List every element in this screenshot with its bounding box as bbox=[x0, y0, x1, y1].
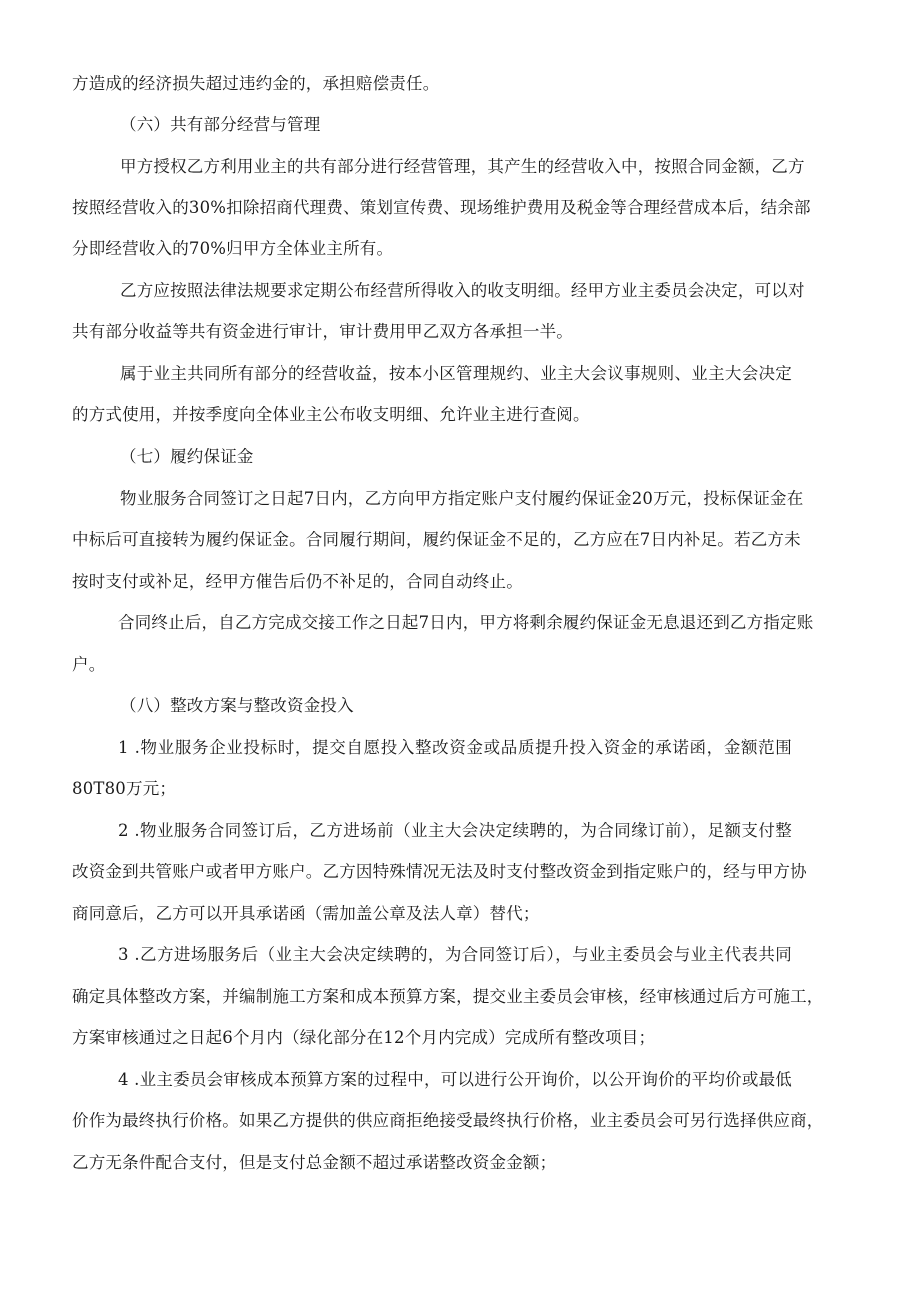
list-item-2-line-1: 2 .物业服务合同签订后，乙方进场前（业主大会决定续聘的，为合同缘订前），足额支付整 bbox=[118, 821, 792, 840]
text-line-5: 分即经营收入的70%归甲方全体业主所有。 bbox=[72, 239, 394, 258]
section-heading-8: （八）整改方案与整改资金投入 bbox=[120, 696, 354, 715]
text-line-11: 物业服务合同签订之日起7日内，乙方向甲方指定账户支付履约保证金20万元，投标保证金在 bbox=[120, 489, 804, 508]
list-item-3-line-3: 方案审核通过之日起6个月内（绿化部分在12个月内完成）完成所有整改项目； bbox=[72, 1028, 656, 1047]
list-item-1-line-2: 80T80万元； bbox=[72, 779, 177, 798]
section-heading-6: （六）共有部分经营与管理 bbox=[120, 115, 321, 134]
text-line-7: 共有部分收益等共有资金进行审计，审计费用甲乙双方各承担一半。 bbox=[72, 322, 573, 341]
list-item-4-line-3: 乙方无条件配合支付，但是支付总金额不超过承诺整改资金金额； bbox=[72, 1153, 557, 1172]
text-line-4: 按照经营收入的30%扣除招商代理费、策划宣传费、现场维护费用及税金等合理经营成本后，结余部 bbox=[72, 198, 811, 217]
list-item-3-line-1: 3 .乙方进场服务后（业主大会决定续聘的，为合同签订后），与业主委员会与业主代表共同 bbox=[118, 945, 792, 964]
list-item-4-line-2: 价作为最终执行价格。如果乙方提供的供应商拒绝接受最终执行价格，业主委员会可另行选择供应商， bbox=[72, 1111, 824, 1130]
text-line-13: 按时支付或补足，经甲方催告后仍不补足的，合同自动终止。 bbox=[72, 572, 523, 591]
text-line-15: 户。 bbox=[72, 655, 106, 674]
text-line-3: 甲方授权乙方利用业主的共有部分进行经营管理，其产生的经营收入中，按照合同金额，乙方 bbox=[120, 157, 805, 176]
list-item-2-line-3: 商同意后，乙方可以开具承诺函（需加盖公章及法人章）替代； bbox=[72, 904, 540, 923]
text-line-9: 的方式使用，并按季度向全体业主公布收支明细、允许业主进行查阅。 bbox=[72, 405, 590, 424]
text-line-12: 中标后可直接转为履约保证金。合同履行期间，履约保证金不足的，乙方应在7日内补足。若乙方未 bbox=[72, 530, 801, 549]
section-heading-7: （七）履约保证金 bbox=[120, 447, 254, 466]
text-line-14: 合同终止后，自乙方完成交接工作之日起7日内，甲方将剩余履约保证金无息退还到乙方指定账 bbox=[118, 613, 814, 632]
list-item-1-line-1: 1 .物业服务企业投标时，提交自愿投入整改资金或品质提升投入资金的承诺函，金额范围 bbox=[118, 738, 792, 757]
list-item-4-line-1: 4 .业主委员会审核成本预算方案的过程中，可以进行公开询价，以公开询价的平均价或最低 bbox=[118, 1070, 792, 1089]
text-line-1: 方造成的经济损失超过违约金的，承担赔偿责任。 bbox=[72, 74, 440, 93]
list-item-3-line-2: 确定具体整改方案，并编制施工方案和成本预算方案，提交业主委员会审核，经审核通过后方可施工， bbox=[72, 987, 824, 1006]
text-line-8: 属于业主共同所有部分的经营收益，按本小区管理规约、业主大会议事规则、业主大会决定 bbox=[120, 364, 792, 383]
list-item-2-line-2: 改资金到共管账户或者甲方账户。乙方因特殊情况无法及时支付整改资金到指定账户的，经与甲方协 bbox=[72, 862, 807, 881]
text-line-6: 乙方应按照法律法规要求定期公布经营所得收入的收支明细。经甲方业主委员会决定，可以对 bbox=[120, 281, 805, 300]
